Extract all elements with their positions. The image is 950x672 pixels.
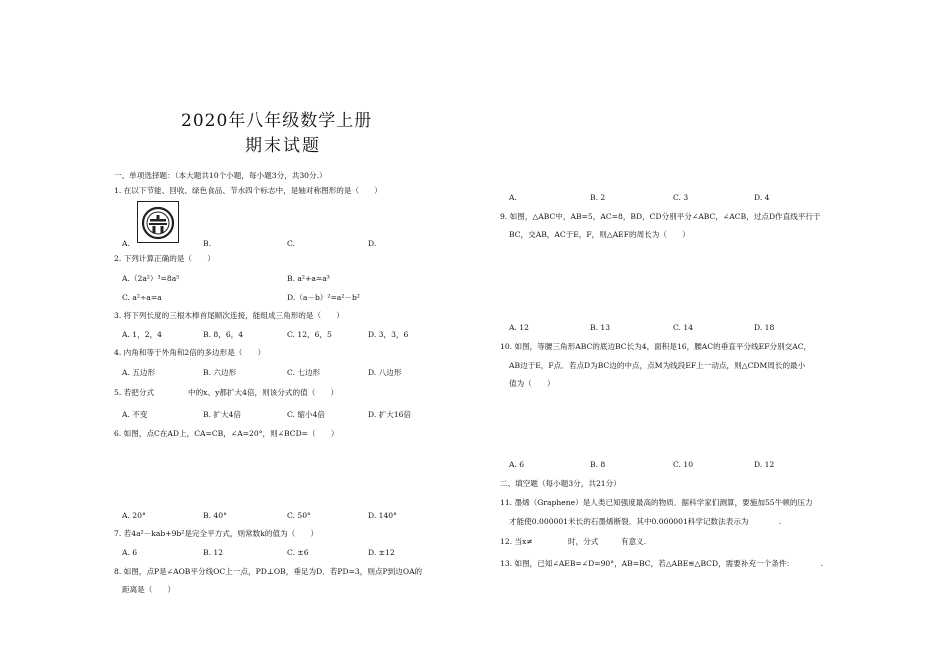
option-a: A. bbox=[122, 239, 130, 248]
option-b: B. 8 bbox=[590, 460, 606, 469]
option-b: B. bbox=[203, 239, 211, 248]
option-b: B. 扩大4倍 bbox=[203, 410, 242, 419]
option-d: D. ±12 bbox=[368, 548, 395, 557]
option-a: A. 6 bbox=[122, 548, 138, 557]
option-c: C. ±6 bbox=[287, 548, 309, 557]
option-b: B. 8，6，4 bbox=[203, 330, 244, 339]
question-stem: 13. 如图，已知∠AEB=∠D=90°，AB=BC，若△ABE≌△BCD，需要补充一个条件： . bbox=[500, 559, 823, 568]
option-c: C. 10 bbox=[673, 460, 694, 469]
option-a: A. 不变 bbox=[122, 410, 148, 419]
circle-symbol-icon bbox=[138, 202, 178, 242]
option-c: C. bbox=[287, 239, 295, 248]
option-d: D. 扩大16倍 bbox=[368, 410, 412, 419]
option-b: B. a²+a=a³ bbox=[287, 274, 330, 283]
question-stem-continued: 中的x、y都扩大4倍，则该分式的值（ ） bbox=[188, 388, 339, 397]
question-stem: 11. 墨烯（Graphene）是人类已知强度最高的物质．据科学家们测算，要施加55牛顿的压力 bbox=[500, 498, 813, 507]
question-stem-continued: 才能使0.000001米长的石墨烯断裂．其中0.000001科学记数法表示为 . bbox=[509, 517, 782, 526]
option-a: A. 20° bbox=[122, 511, 146, 520]
option-b: B. 13 bbox=[590, 323, 611, 332]
option-b: B. 40° bbox=[203, 511, 227, 520]
question-stem: 10. 如图，等腰三角形ABC的底边BC长为4，面积是16，腰AC的垂直平分线EF分别交AC， bbox=[500, 342, 812, 351]
option-d: D. bbox=[368, 239, 377, 248]
question-stem: 2. 下列计算正确的是（ ） bbox=[114, 254, 215, 263]
question-stem: 9. 如图，△ABC中，AB=5，AC=8，BD，CD分别平分∠ABC，∠ACB，过点D作直线平行于 bbox=[500, 212, 821, 221]
section-header: 一、单项选择题：（本大题共10个小题，每小题3分，共30分.） bbox=[114, 171, 327, 180]
question-stem-continued: 有意义. bbox=[621, 537, 647, 546]
option-d: D. 12 bbox=[754, 460, 775, 469]
option-c: C. 七边形 bbox=[287, 368, 321, 377]
question-stem: 6. 如图，点C在AD上，CA=CB，∠A=20°，则∠BCD=（ ） bbox=[114, 429, 339, 438]
option-a: A. bbox=[509, 193, 517, 202]
question-stem: 4. 内角和等于外角和2倍的多边形是（ ） bbox=[114, 348, 266, 357]
option-a: A. 1，2，4 bbox=[122, 330, 162, 339]
section-header: 二、填空题（每小题3分，共21分） bbox=[500, 479, 621, 488]
question-stem-continued: 时，分式 bbox=[568, 537, 599, 546]
option-b: B. 2 bbox=[590, 193, 606, 202]
option-b: B. 六边形 bbox=[203, 368, 237, 377]
option-c: C. 14 bbox=[673, 323, 694, 332]
option-b: B. 12 bbox=[203, 548, 224, 557]
option-c: C. 50° bbox=[287, 511, 311, 520]
question-stem-continued: 距离是（ ） bbox=[122, 585, 176, 594]
option-d: D. 18 bbox=[754, 323, 775, 332]
option-d: D. 八边形 bbox=[368, 368, 402, 377]
question-stem: 7. 若4a²－kab+9b²是完全平方式，则常数k的值为（ ） bbox=[114, 529, 319, 538]
question-stem: 8. 如图，点P是∠AOB平分线OC上一点，PD⊥OB，垂足为D．若PD=3，则点P到边OA的 bbox=[114, 567, 423, 576]
option-a: A. 12 bbox=[509, 323, 529, 332]
option-c: C. 缩小4倍 bbox=[287, 410, 325, 419]
option-d: D. 140° bbox=[368, 511, 397, 520]
page-title: 2020年八年级数学上册 bbox=[181, 111, 373, 131]
option-a: A. 6 bbox=[509, 460, 525, 469]
option-d: D.（a－b）²=a²－b² bbox=[287, 293, 360, 302]
question-stem-continued: AB边于E，F点．若点D为BC边的中点，点M为线段EF上一动点，则△CDM周长的最小 bbox=[509, 361, 806, 370]
option-d: D. 3，3，6 bbox=[368, 330, 409, 339]
option-c: C. 12，6，5 bbox=[287, 330, 332, 339]
symbol-logo bbox=[137, 201, 179, 243]
option-c: C. 3 bbox=[673, 193, 689, 202]
question-stem: 1. 在以下节能、回收、绿色食品、节水四个标志中，是轴对称图形的是（ ） bbox=[114, 186, 382, 195]
option-a: A.（2a²）³=8a⁵ bbox=[122, 274, 180, 283]
question-stem: 12. 当x≠ bbox=[500, 537, 533, 546]
option-a: A. 五边形 bbox=[122, 368, 156, 377]
option-c: C. a²÷a=a bbox=[122, 293, 162, 302]
question-stem: 3. 将下列长度的三根木棒首尾顺次连接，能组成三角形的是（ ） bbox=[114, 311, 344, 320]
question-stem-continued: 值为（ ） bbox=[509, 379, 555, 388]
page-subtitle: 期末试题 bbox=[245, 136, 321, 156]
option-d: D. 4 bbox=[754, 193, 770, 202]
question-stem-continued: BC，交AB，AC于E，F，则△AEF的周长为（ ） bbox=[509, 230, 690, 239]
question-stem: 5. 若把分式 bbox=[114, 388, 155, 397]
